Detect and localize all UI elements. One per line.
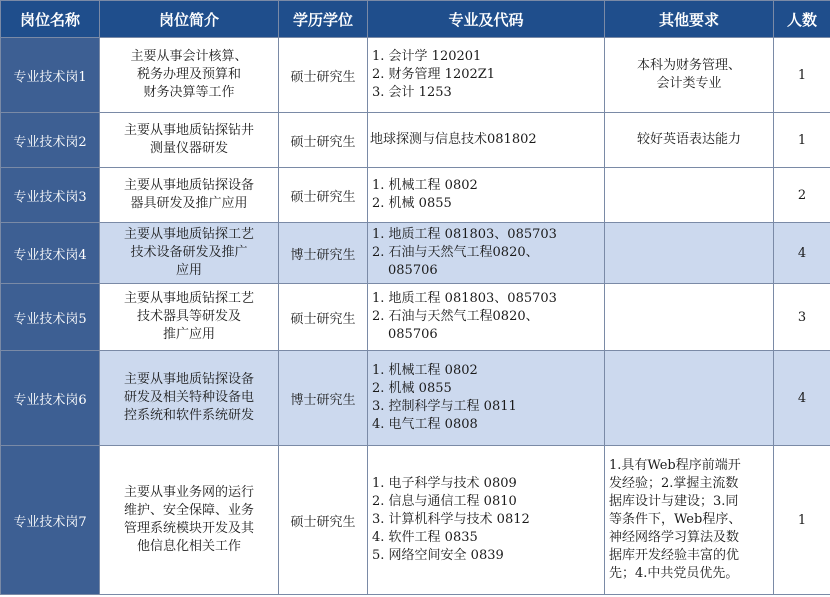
- headcount: 2: [774, 168, 830, 223]
- major-code: 1. 电子科学与技术 0809 2. 信息与通信工程 0810 3. 计算机科学与技术 0812 4. 软件工程 0835 5. 网络空间安全 0839: [368, 446, 605, 595]
- position-name: 专业技术岗6: [1, 351, 100, 446]
- header-position-intro: 岗位简介: [100, 1, 279, 38]
- headcount: 1: [774, 113, 830, 168]
- other-requirements: [605, 168, 774, 223]
- position-intro: 主要从事地质钻探工艺 技术设备研发及推广 应用: [100, 223, 279, 284]
- other-requirements: [605, 284, 774, 351]
- table-row: [1, 223, 830, 284]
- position-intro: 主要从事地质钻探工艺 技术器具等研发及 推广应用: [100, 284, 279, 351]
- position-intro: 主要从事地质钻探钻井 测量仪器研发: [100, 113, 279, 168]
- table-row: [1, 351, 830, 446]
- other-requirements: 1.具有Web程序前端开 发经验；2.掌握主流数 据库设计与建设；3.同 等条件下，Web程序、 神经网络学习算法及数 据库开发经验丰富的优 先；4.中共党员优先。: [605, 446, 774, 595]
- position-name: 专业技术岗3: [1, 168, 100, 223]
- other-requirements: [605, 223, 774, 284]
- position-intro: 主要从事地质钻探设备 器具研发及推广应用: [100, 168, 279, 223]
- position-intro: 主要从事业务网的运行 维护、安全保障、业务 管理系统模块开发及其 他信息化相关工作: [100, 446, 279, 595]
- headcount: 3: [774, 284, 830, 351]
- headcount: 4: [774, 351, 830, 446]
- degree: 博士研究生: [279, 351, 368, 446]
- table-row: [1, 446, 830, 595]
- degree: 硕士研究生: [279, 168, 368, 223]
- header-degree: 学历学位: [279, 1, 368, 38]
- headcount: 4: [774, 223, 830, 284]
- major-code: 1. 机械工程 0802 2. 机械 0855 3. 控制科学与工程 0811 4. 电气工程 0808: [368, 351, 605, 446]
- position-name: 专业技术岗1: [1, 38, 100, 113]
- headcount: 1: [774, 446, 830, 595]
- table-row: [1, 284, 830, 351]
- table-row: [1, 38, 830, 113]
- position-name: 专业技术岗4: [1, 223, 100, 284]
- degree: 硕士研究生: [279, 446, 368, 595]
- major-code: 1. 地质工程 081803、085703 2. 石油与天然气工程0820、 085706: [368, 284, 605, 351]
- other-requirements: 本科为财务管理、 会计类专业: [605, 38, 774, 113]
- header-headcount: 人数: [774, 1, 830, 38]
- table-header: [1, 1, 830, 38]
- table-row: [1, 168, 830, 223]
- position-intro: 主要从事会计核算、 税务办理及预算和 财务决算等工作: [100, 38, 279, 113]
- header-position-name: 岗位名称: [1, 1, 100, 38]
- header-major-code: 专业及代码: [368, 1, 605, 38]
- degree: 硕士研究生: [279, 284, 368, 351]
- other-requirements: 较好英语表达能力: [605, 113, 774, 168]
- table-row: [1, 113, 830, 168]
- major-code: 1. 会计学 120201 2. 财务管理 1202Z1 3. 会计 1253: [368, 38, 605, 113]
- position-intro: 主要从事地质钻探设备 研发及相关特种设备电 控系统和软件系统研发: [100, 351, 279, 446]
- major-code: 1. 地质工程 081803、085703 2. 石油与天然气工程0820、 085706: [368, 223, 605, 284]
- degree: 硕士研究生: [279, 113, 368, 168]
- major-code: 地球探测与信息技术081802: [368, 113, 605, 168]
- header-other-requirements: 其他要求: [605, 1, 774, 38]
- position-name: 专业技术岗5: [1, 284, 100, 351]
- position-name: 专业技术岗2: [1, 113, 100, 168]
- degree: 博士研究生: [279, 223, 368, 284]
- major-code: 1. 机械工程 0802 2. 机械 0855: [368, 168, 605, 223]
- other-requirements: [605, 351, 774, 446]
- headcount: 1: [774, 38, 830, 113]
- degree: 硕士研究生: [279, 38, 368, 113]
- position-name: 专业技术岗7: [1, 446, 100, 595]
